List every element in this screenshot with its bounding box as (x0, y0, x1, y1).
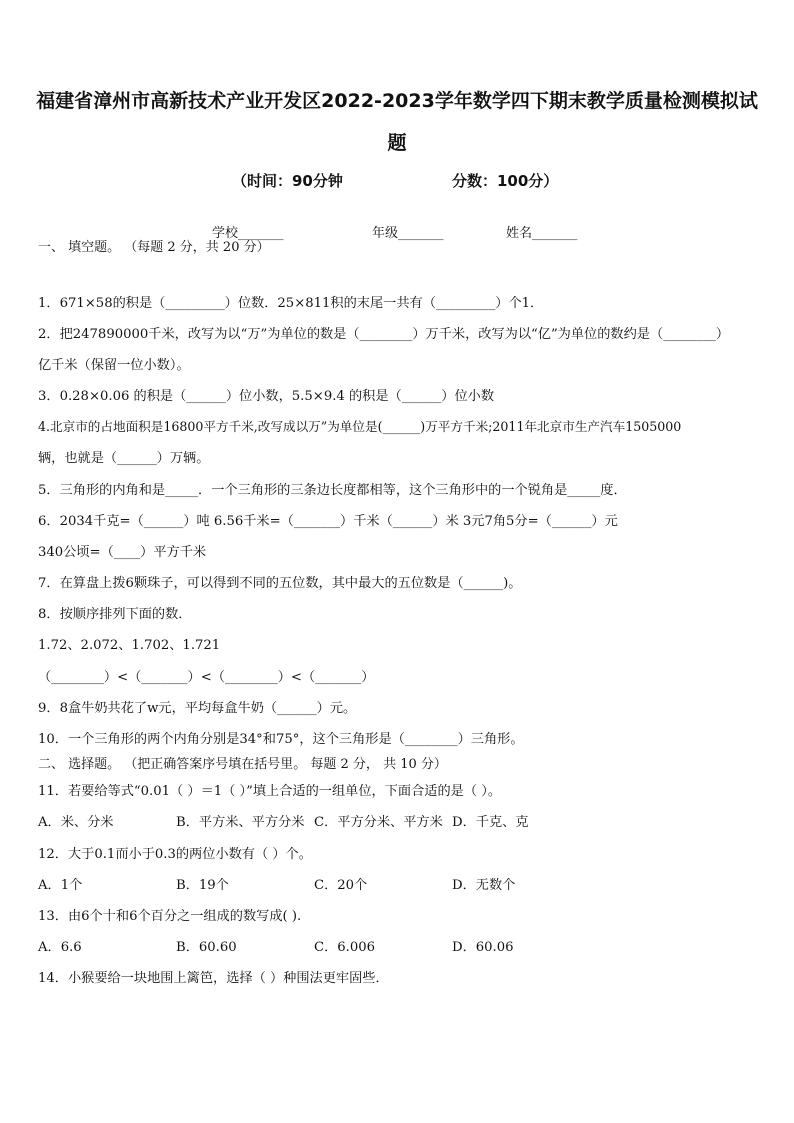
question-8-numbers: 1.72、2.072、1.702、1.721 (38, 638, 221, 653)
school-field: 学校_______ (212, 226, 284, 241)
question-4: 4.北京市的占地面积是16800平方千米,改写成以万”为单位是(______)万平方千米;2011年北京市生产汽车1505000 (38, 419, 682, 434)
question-5: 5．三角形的内角和是_____．一个三角形的三条边长度都相等，这个三角形中的一个锐角是_____度． (38, 483, 627, 498)
exam-title: 福建省漳州市高新技术产业开发区2022-2023学年数学四下期末教学质量检测模拟试 (36, 90, 758, 112)
question-7: 7．在算盘上拨6颗珠子，可以得到不同的五位数，其中最大的五位数是（______)。 (38, 576, 522, 591)
question-10: 10．一个三角形的两个内角分别是34°和75°，这个三角形是（________）三角形。 (38, 732, 524, 747)
q12-option-b: B．19个 (176, 878, 229, 893)
q11-option-b: B．平方米、平方分米 (176, 815, 305, 830)
q13-option-b: B．60.60 (176, 940, 237, 955)
q13-option-d: D．60.06 (452, 940, 514, 955)
question-2-continued: 亿千米（保留一位小数）。 (38, 358, 190, 373)
question-6-continued: 340公顷=（____）平方千米 (38, 545, 207, 560)
q11-option-c: C．平方分米、平方米 (314, 815, 443, 830)
question-12: 12．大于0.1而小于0.3的两位小数有（ ）个。 (38, 847, 312, 862)
question-13: 13．由6个十和6个百分之一组成的数写成( ). (38, 909, 302, 924)
name-field: 姓名_______ (506, 226, 578, 241)
q12-option-d: D．无数个 (452, 878, 516, 893)
q12-option-c: C．20个 (314, 878, 368, 893)
grade-field: 年级_______ (372, 226, 444, 241)
q12-option-a: A．1个 (38, 878, 83, 893)
section1-title: 一、 填空题。 （每题 2 分，共 20 分） (38, 240, 270, 255)
question-2: 2．把247890000千米，改写为以“万”为单位的数是（________）万千米，改写为以“亿”为单位的数约是（________） (38, 327, 730, 342)
question-3: 3．0.28×0.06 的积是（______）位小数，5.5×9.4 的积是（______）位小数 (38, 389, 495, 404)
section2-title: 二、 选择题。 （把正确答案序号填在括号里。 每题 2 分， 共 10 分） (38, 757, 447, 772)
question-11: 11．若要给等式“0.01（ ）＝1（ ）”填上合适的一组单位，下面合适的是（ ）。 (38, 784, 502, 799)
q11-option-d: D．千克、克 (452, 815, 529, 830)
question-4-continued: 辆，也就是（______）万辆。 (38, 451, 210, 466)
question-6: 6．2034千克=（______）吨 6.56千米=（_______）千米（______）米 3元7角5分=（______）元 (38, 514, 618, 529)
question-9: 9．8盒牛奶共花了w元，平均每盒牛奶（______）元。 (38, 701, 357, 716)
question-14: 14．小猴要给一块地围上篱笆，选择（ ）种围法更牢固些． (38, 971, 389, 986)
q13-option-c: C．6.006 (314, 940, 376, 955)
score-label: 分数：100分） (452, 172, 559, 190)
q11-option-a: A．米、分米 (38, 815, 114, 830)
question-8-answer-row: （________）<（_______）<（________）<（_______） (38, 670, 375, 685)
question-8: 8．按顺序排列下面的数． (38, 607, 192, 622)
q13-option-a: A．6.6 (38, 940, 82, 955)
question-1: 1．671×58的积是（_________）位数．25×811积的末尾一共有（_________）个1． (38, 296, 544, 311)
exam-title-continued: 题 (387, 132, 407, 154)
time-label: （时间：90分钟 (232, 172, 343, 190)
